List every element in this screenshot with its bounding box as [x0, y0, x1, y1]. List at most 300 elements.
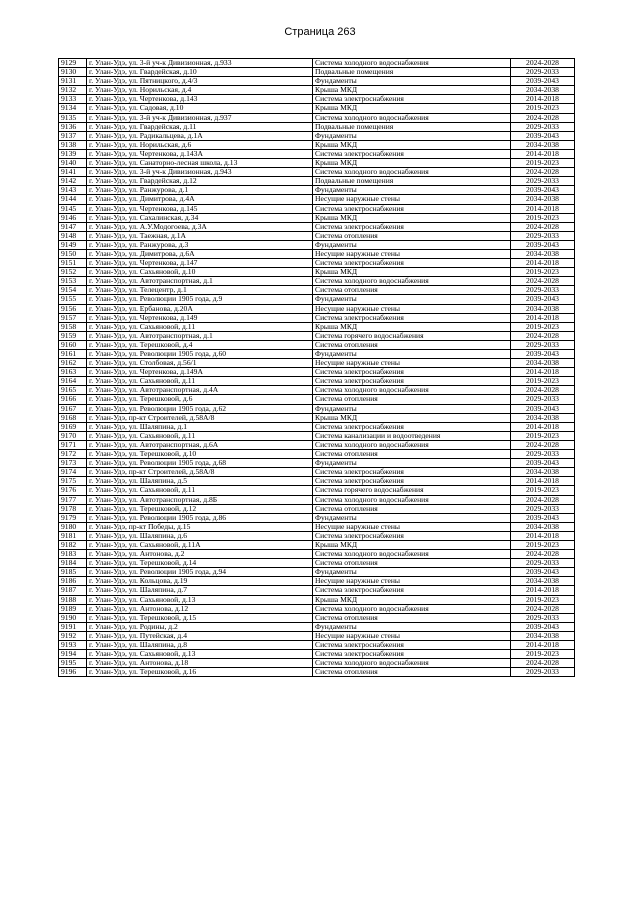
- table-row: [59, 95, 575, 104]
- row-number: 9156: [59, 304, 87, 313]
- work-type-cell: Система горячего водоснабжения: [313, 331, 511, 340]
- table-row: [59, 613, 575, 622]
- table-row: [59, 622, 575, 631]
- table-row: [59, 440, 575, 449]
- row-number: 9162: [59, 359, 87, 368]
- address-cell: г. Улан-Удэ, ул. Чертенкова, д.147: [87, 259, 313, 268]
- table-row: [59, 368, 575, 377]
- table-row: [59, 413, 575, 422]
- work-type-cell: Крыша МКД: [313, 104, 511, 113]
- address-cell: г. Улан-Удэ, ул. Антонова, д.12: [87, 604, 313, 613]
- table-row: [59, 204, 575, 213]
- table-row: [59, 304, 575, 313]
- work-type-cell: Система электроснабжения: [313, 95, 511, 104]
- row-number: 9149: [59, 240, 87, 249]
- row-number: 9163: [59, 368, 87, 377]
- period-cell: 2019-2023: [511, 431, 575, 440]
- work-type-cell: Крыша МКД: [313, 159, 511, 168]
- period-cell: 2034-2038: [511, 304, 575, 313]
- address-cell: г. Улан-Удэ, ул. Революции 1905 года, д.9: [87, 295, 313, 304]
- period-cell: 2024-2028: [511, 222, 575, 231]
- row-number: 9150: [59, 249, 87, 258]
- address-cell: г. Улан-Удэ, ул. Ранжурова, д.1: [87, 186, 313, 195]
- row-number: 9182: [59, 540, 87, 549]
- address-cell: г. Улан-Удэ, ул. Сахьяновой, д.10: [87, 268, 313, 277]
- row-number: 9169: [59, 422, 87, 431]
- work-type-cell: Несущие наружные стены: [313, 522, 511, 531]
- row-number: 9136: [59, 122, 87, 131]
- address-cell: г. Улан-Удэ, ул. Сахьяновой, д.11А: [87, 540, 313, 549]
- address-cell: г. Улан-Удэ, ул. Терешковой, д.12: [87, 504, 313, 513]
- period-cell: 2024-2028: [511, 440, 575, 449]
- address-cell: г. Улан-Удэ, ул. Шаляпина, д.1: [87, 422, 313, 431]
- row-number: 9138: [59, 140, 87, 149]
- table-row: [59, 404, 575, 413]
- work-type-cell: Фундаменты: [313, 404, 511, 413]
- address-cell: г. Улан-Удэ, ул. Революции 1905 года, д.94: [87, 568, 313, 577]
- table-row: [59, 286, 575, 295]
- row-number: 9170: [59, 431, 87, 440]
- period-cell: 2034-2038: [511, 631, 575, 640]
- period-cell: 2039-2043: [511, 186, 575, 195]
- work-type-cell: Несущие наружные стены: [313, 304, 511, 313]
- work-type-cell: Система электроснабжения: [313, 204, 511, 213]
- table-row: [59, 122, 575, 131]
- work-type-cell: Система канализации и водоотведения: [313, 431, 511, 440]
- period-cell: 2039-2043: [511, 622, 575, 631]
- period-cell: 2014-2018: [511, 586, 575, 595]
- address-cell: г. Улан-Удэ, ул. Норильская, д.6: [87, 140, 313, 149]
- address-cell: г. Улан-Удэ, ул. Шаляпина, д.5: [87, 477, 313, 486]
- address-cell: г. Улан-Удэ, ул. Столбовая, д.56/1: [87, 359, 313, 368]
- table-row: [59, 450, 575, 459]
- work-type-cell: Система электроснабжения: [313, 531, 511, 540]
- work-type-cell: Крыша МКД: [313, 413, 511, 422]
- table-row: [59, 231, 575, 240]
- row-number: 9193: [59, 641, 87, 650]
- work-type-cell: Система отопления: [313, 613, 511, 622]
- work-type-cell: Система холодного водоснабжения: [313, 386, 511, 395]
- row-number: 9152: [59, 268, 87, 277]
- table-row: [59, 340, 575, 349]
- period-cell: 2024-2028: [511, 59, 575, 68]
- table-row: [59, 322, 575, 331]
- row-number: 9179: [59, 513, 87, 522]
- address-cell: г. Улан-Удэ, ул. Антонова, д.18: [87, 659, 313, 668]
- address-cell: г. Улан-Удэ, ул. Родины, д.2: [87, 622, 313, 631]
- period-cell: 2024-2028: [511, 659, 575, 668]
- work-type-cell: Система электроснабжения: [313, 650, 511, 659]
- table-row: [59, 177, 575, 186]
- period-cell: 2014-2018: [511, 95, 575, 104]
- work-type-cell: Система холодного водоснабжения: [313, 113, 511, 122]
- period-cell: 2019-2023: [511, 322, 575, 331]
- address-cell: г. Улан-Удэ, ул. Революции 1905 года, д.60: [87, 350, 313, 359]
- row-number: 9194: [59, 650, 87, 659]
- work-type-cell: Система холодного водоснабжения: [313, 277, 511, 286]
- address-cell: г. Улан-Удэ, ул. Радикальцева, д.1А: [87, 131, 313, 140]
- address-cell: г. Улан-Удэ, ул. Таежная, д.1А: [87, 231, 313, 240]
- row-number: 9181: [59, 531, 87, 540]
- address-cell: г. Улан-Удэ, ул. Сахьяновой, д.13: [87, 650, 313, 659]
- row-number: 9158: [59, 322, 87, 331]
- row-number: 9164: [59, 377, 87, 386]
- row-number: 9196: [59, 668, 87, 677]
- period-cell: 2034-2038: [511, 359, 575, 368]
- table-row: [59, 113, 575, 122]
- work-type-cell: Несущие наружные стены: [313, 195, 511, 204]
- work-type-cell: Подвальные помещения: [313, 68, 511, 77]
- work-type-cell: Крыша МКД: [313, 540, 511, 549]
- period-cell: 2034-2038: [511, 86, 575, 95]
- period-cell: 2019-2023: [511, 104, 575, 113]
- table-row: [59, 531, 575, 540]
- period-cell: 2039-2043: [511, 77, 575, 86]
- table-row: [59, 559, 575, 568]
- period-cell: 2039-2043: [511, 131, 575, 140]
- address-cell: г. Улан-Удэ, ул. Сахалинская, д.34: [87, 213, 313, 222]
- table-row: [59, 377, 575, 386]
- row-number: 9131: [59, 77, 87, 86]
- address-cell: г. Улан-Удэ, ул. Садовая, д.10: [87, 104, 313, 113]
- address-cell: г. Улан-Удэ, ул. Чертенкова, д.143: [87, 95, 313, 104]
- work-type-cell: Фундаменты: [313, 186, 511, 195]
- period-cell: 2014-2018: [511, 204, 575, 213]
- row-number: 9145: [59, 204, 87, 213]
- table-row: [59, 550, 575, 559]
- address-cell: г. Улан-Удэ, ул. Димитрова, д.4А: [87, 195, 313, 204]
- work-type-cell: Система холодного водоснабжения: [313, 59, 511, 68]
- table-row: [59, 249, 575, 258]
- table-row: [59, 277, 575, 286]
- table-row: [59, 568, 575, 577]
- row-number: 9166: [59, 395, 87, 404]
- work-type-cell: Система электроснабжения: [313, 149, 511, 158]
- period-cell: 2029-2033: [511, 450, 575, 459]
- row-number: 9135: [59, 113, 87, 122]
- address-cell: г. Улан-Удэ, ул. Кольцова, д.19: [87, 577, 313, 586]
- table-row: [59, 86, 575, 95]
- row-number: 9167: [59, 404, 87, 413]
- address-cell: г. Улан-Удэ, ул. Ербанова, д.20А: [87, 304, 313, 313]
- row-number: 9148: [59, 231, 87, 240]
- work-type-cell: Крыша МКД: [313, 86, 511, 95]
- row-number: 9165: [59, 386, 87, 395]
- work-type-cell: Система электроснабжения: [313, 477, 511, 486]
- table-row: [59, 650, 575, 659]
- row-number: 9151: [59, 259, 87, 268]
- period-cell: 2019-2023: [511, 159, 575, 168]
- row-number: 9175: [59, 477, 87, 486]
- row-number: 9142: [59, 177, 87, 186]
- work-type-cell: Несущие наружные стены: [313, 631, 511, 640]
- work-type-cell: Система электроснабжения: [313, 377, 511, 386]
- row-number: 9183: [59, 550, 87, 559]
- period-cell: 2019-2023: [511, 268, 575, 277]
- period-cell: 2039-2043: [511, 459, 575, 468]
- row-number: 9159: [59, 331, 87, 340]
- address-cell: г. Улан-Удэ, ул. Норильская, д.4: [87, 86, 313, 95]
- table-row: [59, 159, 575, 168]
- row-number: 9171: [59, 440, 87, 449]
- period-cell: 2019-2023: [511, 650, 575, 659]
- work-type-cell: Крыша МКД: [313, 268, 511, 277]
- period-cell: 2024-2028: [511, 331, 575, 340]
- row-number: 9187: [59, 586, 87, 595]
- address-cell: г. Улан-Удэ, ул. Антонова, д.2: [87, 550, 313, 559]
- table-row: [59, 540, 575, 549]
- address-cell: г. Улан-Удэ, ул. Революции 1905 года, д.62: [87, 404, 313, 413]
- work-type-cell: Система электроснабжения: [313, 259, 511, 268]
- row-number: 9176: [59, 486, 87, 495]
- period-cell: 2034-2038: [511, 522, 575, 531]
- work-type-cell: Фундаменты: [313, 295, 511, 304]
- table-row: [59, 359, 575, 368]
- table-row: [59, 77, 575, 86]
- work-type-cell: Система отопления: [313, 286, 511, 295]
- row-number: 9177: [59, 495, 87, 504]
- address-cell: г. Улан-Удэ, ул. Пятницкого, д.4/3: [87, 77, 313, 86]
- period-cell: 2029-2033: [511, 177, 575, 186]
- period-cell: 2024-2028: [511, 277, 575, 286]
- table-row: [59, 213, 575, 222]
- capital-repair-table: [58, 58, 575, 677]
- address-cell: г. Улан-Удэ, ул. Чертенкова, д.143А: [87, 149, 313, 158]
- period-cell: 2039-2043: [511, 350, 575, 359]
- row-number: 9160: [59, 340, 87, 349]
- row-number: 9132: [59, 86, 87, 95]
- period-cell: 2034-2038: [511, 195, 575, 204]
- work-type-cell: Система холодного водоснабжения: [313, 440, 511, 449]
- period-cell: 2014-2018: [511, 477, 575, 486]
- row-number: 9140: [59, 159, 87, 168]
- period-cell: 2029-2033: [511, 286, 575, 295]
- table-row: [59, 149, 575, 158]
- period-cell: 2039-2043: [511, 513, 575, 522]
- table-row: [59, 504, 575, 513]
- table-row: [59, 313, 575, 322]
- address-cell: г. Улан-Удэ, ул. Димитрова, д.6А: [87, 249, 313, 258]
- row-number: 9154: [59, 286, 87, 295]
- work-type-cell: Фундаменты: [313, 131, 511, 140]
- table-row: [59, 595, 575, 604]
- period-cell: 2019-2023: [511, 377, 575, 386]
- period-cell: 2014-2018: [511, 149, 575, 158]
- period-cell: 2029-2033: [511, 668, 575, 677]
- period-cell: 2019-2023: [511, 595, 575, 604]
- address-cell: г. Улан-Удэ, ул. А.У.Модогоева, д.3А: [87, 222, 313, 231]
- period-cell: 2024-2028: [511, 113, 575, 122]
- work-type-cell: Система холодного водоснабжения: [313, 659, 511, 668]
- period-cell: 2039-2043: [511, 295, 575, 304]
- table-row: [59, 513, 575, 522]
- address-cell: г. Улан-Удэ, ул. Путейская, д.4: [87, 631, 313, 640]
- work-type-cell: Несущие наружные стены: [313, 577, 511, 586]
- address-cell: г. Улан-Удэ, ул. Гвардейская, д.10: [87, 68, 313, 77]
- period-cell: 2034-2038: [511, 140, 575, 149]
- work-type-cell: Крыша МКД: [313, 140, 511, 149]
- row-number: 9172: [59, 450, 87, 459]
- table-row: [59, 486, 575, 495]
- table-row: [59, 104, 575, 113]
- table-row: [59, 431, 575, 440]
- row-number: 9173: [59, 459, 87, 468]
- address-cell: г. Улан-Удэ, ул. Терешковой, д.10: [87, 450, 313, 459]
- period-cell: 2019-2023: [511, 540, 575, 549]
- table-row: [59, 68, 575, 77]
- period-cell: 2039-2043: [511, 404, 575, 413]
- row-number: 9168: [59, 413, 87, 422]
- table-row: [59, 586, 575, 595]
- table-row: [59, 259, 575, 268]
- work-type-cell: Крыша МКД: [313, 322, 511, 331]
- row-number: 9153: [59, 277, 87, 286]
- table-row: [59, 459, 575, 468]
- table-row: [59, 222, 575, 231]
- table-row: [59, 386, 575, 395]
- address-cell: г. Улан-Удэ, ул. Шаляпина, д.7: [87, 586, 313, 595]
- table-row: [59, 350, 575, 359]
- period-cell: 2014-2018: [511, 313, 575, 322]
- period-cell: 2024-2028: [511, 550, 575, 559]
- row-number: 9161: [59, 350, 87, 359]
- period-cell: 2014-2018: [511, 259, 575, 268]
- address-cell: г. Улан-Удэ, ул. Сахьяновой, д.13: [87, 595, 313, 604]
- address-cell: г. Улан-Удэ, ул. Терешковой, д.6: [87, 395, 313, 404]
- work-type-cell: Фундаменты: [313, 513, 511, 522]
- table-row: [59, 295, 575, 304]
- row-number: 9133: [59, 95, 87, 104]
- table-row: [59, 422, 575, 431]
- work-type-cell: Крыша МКД: [313, 213, 511, 222]
- address-cell: г. Улан-Удэ, ул. Терешковой, д.16: [87, 668, 313, 677]
- row-number: 9188: [59, 595, 87, 604]
- work-type-cell: Система холодного водоснабжения: [313, 495, 511, 504]
- work-type-cell: Фундаменты: [313, 568, 511, 577]
- work-type-cell: Система холодного водоснабжения: [313, 604, 511, 613]
- address-cell: г. Улан-Удэ, пр-кт Строителей, д.58А/8: [87, 413, 313, 422]
- table-row: [59, 577, 575, 586]
- table-row: [59, 668, 575, 677]
- address-cell: г. Улан-Удэ, ул. Сахьяновой, д.11: [87, 486, 313, 495]
- period-cell: 2024-2028: [511, 168, 575, 177]
- work-type-cell: Фундаменты: [313, 77, 511, 86]
- period-cell: 2034-2038: [511, 413, 575, 422]
- period-cell: 2029-2033: [511, 504, 575, 513]
- period-cell: 2039-2043: [511, 568, 575, 577]
- work-type-cell: Фундаменты: [313, 459, 511, 468]
- work-type-cell: Несущие наружные стены: [313, 249, 511, 258]
- work-type-cell: Система отопления: [313, 504, 511, 513]
- table-row: [59, 631, 575, 640]
- work-type-cell: Фундаменты: [313, 240, 511, 249]
- period-cell: 2029-2033: [511, 68, 575, 77]
- work-type-cell: Система отопления: [313, 559, 511, 568]
- row-number: 9191: [59, 622, 87, 631]
- work-type-cell: Система электроснабжения: [313, 641, 511, 650]
- work-type-cell: Система холодного водоснабжения: [313, 550, 511, 559]
- row-number: 9190: [59, 613, 87, 622]
- period-cell: 2034-2038: [511, 249, 575, 258]
- row-number: 9192: [59, 631, 87, 640]
- table-row: [59, 477, 575, 486]
- period-cell: 2029-2033: [511, 613, 575, 622]
- address-cell: г. Улан-Удэ, ул. Автотранспортная, д.1: [87, 331, 313, 340]
- address-cell: г. Улан-Удэ, ул. Шаляпина, д.6: [87, 531, 313, 540]
- work-type-cell: Подвальные помещения: [313, 177, 511, 186]
- row-number: 9174: [59, 468, 87, 477]
- period-cell: 2039-2043: [511, 240, 575, 249]
- row-number: 9178: [59, 504, 87, 513]
- row-number: 9147: [59, 222, 87, 231]
- period-cell: 2014-2018: [511, 422, 575, 431]
- work-type-cell: Система электроснабжения: [313, 468, 511, 477]
- period-cell: 2014-2018: [511, 368, 575, 377]
- period-cell: 2019-2023: [511, 486, 575, 495]
- work-type-cell: Система электроснабжения: [313, 222, 511, 231]
- row-number: 9137: [59, 131, 87, 140]
- address-cell: г. Улан-Удэ, ул. Чертенкова, д.149А: [87, 368, 313, 377]
- period-cell: 2029-2033: [511, 340, 575, 349]
- work-type-cell: Несущие наружные стены: [313, 359, 511, 368]
- address-cell: г. Улан-Удэ, ул. Автотранспортная, д.4А: [87, 386, 313, 395]
- period-cell: 2034-2038: [511, 468, 575, 477]
- work-type-cell: Система холодного водоснабжения: [313, 168, 511, 177]
- period-cell: 2014-2018: [511, 531, 575, 540]
- row-number: 9155: [59, 295, 87, 304]
- period-cell: 2024-2028: [511, 604, 575, 613]
- row-number: 9146: [59, 213, 87, 222]
- address-cell: г. Улан-Удэ, ул. Гвардейская, д.11: [87, 122, 313, 131]
- address-cell: г. Улан-Удэ, ул. Чертенкова, д.145: [87, 204, 313, 213]
- period-cell: 2029-2033: [511, 122, 575, 131]
- address-cell: г. Улан-Удэ, ул. Чертенкова, д.149: [87, 313, 313, 322]
- row-number: 9139: [59, 149, 87, 158]
- address-cell: г. Улан-Удэ, ул. Автотранспортная, д.6А: [87, 440, 313, 449]
- work-type-cell: Фундаменты: [313, 350, 511, 359]
- work-type-cell: Система отопления: [313, 395, 511, 404]
- table-row: [59, 495, 575, 504]
- table-row: [59, 604, 575, 613]
- period-cell: 2029-2033: [511, 559, 575, 568]
- period-cell: 2014-2018: [511, 641, 575, 650]
- table-row: [59, 468, 575, 477]
- address-cell: г. Улан-Удэ, ул. Сахьяновой, д.11: [87, 377, 313, 386]
- table-row: [59, 268, 575, 277]
- work-type-cell: Система электроснабжения: [313, 313, 511, 322]
- address-cell: г. Улан-Удэ, ул. 3-й уч-к Дивизионная, д.943: [87, 168, 313, 177]
- period-cell: 2034-2038: [511, 577, 575, 586]
- address-cell: г. Улан-Удэ, ул. Шаляпина, д.8: [87, 641, 313, 650]
- row-number: 9180: [59, 522, 87, 531]
- work-type-cell: Крыша МКД: [313, 595, 511, 604]
- row-number: 9186: [59, 577, 87, 586]
- row-number: 9189: [59, 604, 87, 613]
- work-type-cell: Система отопления: [313, 668, 511, 677]
- address-cell: г. Улан-Удэ, ул. Гвардейская, д.12: [87, 177, 313, 186]
- address-cell: г. Улан-Удэ, ул. Терешковой, д.15: [87, 613, 313, 622]
- address-cell: г. Улан-Удэ, ул. 3-й уч-к Дивизионная, д.937: [87, 113, 313, 122]
- table-row: [59, 140, 575, 149]
- table-row: [59, 240, 575, 249]
- period-cell: 2019-2023: [511, 213, 575, 222]
- table-row: [59, 168, 575, 177]
- table-row: [59, 195, 575, 204]
- work-type-cell: Система электроснабжения: [313, 368, 511, 377]
- work-type-cell: Система электроснабжения: [313, 586, 511, 595]
- table-row: [59, 395, 575, 404]
- row-number: 9130: [59, 68, 87, 77]
